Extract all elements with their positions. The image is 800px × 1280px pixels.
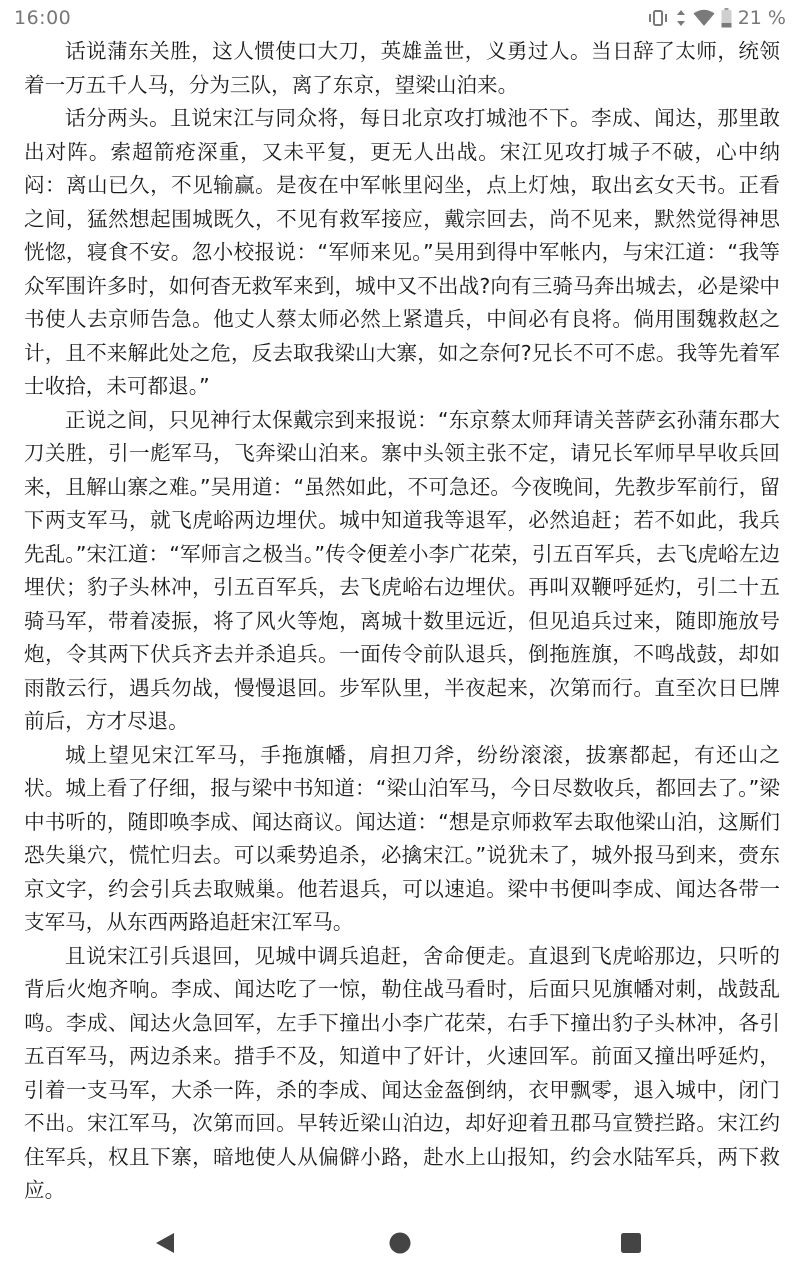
paragraph: 正说之间，只见神行太保戴宗到来报说：“东京蔡太师拜请关菩萨玄孙蒲东郡大刀关胜，引一彪军马，飞奔梁山泊来。寨中头领主张不定，请兄长军师早早收兵回来，且解山寨之难。”吴用道：“虽然如此，不可急还。今夜晚间，先教步军前行，留下两支军马，就飞虎峪两边埋伏。城中知道我等退军，必然追赶；若不如此，我兵先乱。”宋江道：“军师言之极当。”传令便差小李广花荣，引五百军兵，去飞虎峪左边埋伏；豹子头林冲，引五百军兵，去飞虎峪右边埋伏。再叫双鞭呼延灼，引二十五骑马军，带着凌振，将了风火等炮，离城十数里远近，但见追兵过来，随即施放号炮，令其两下伏兵齐去并杀追兵。一面传令前队退兵，倒拖旌旗，不鸣战鼓，却如雨散云行，遇兵勿战，慢慢退回。步军队里，半夜起来，次第而行。直至次日巳牌前后，方才尽退。 (24, 407, 780, 733)
status-time: 16:00 (14, 7, 72, 29)
battery-percent: 21 % (737, 7, 786, 29)
reader-content[interactable] (0, 35, 800, 1205)
wifi-icon (693, 9, 715, 27)
battery-icon (721, 8, 732, 28)
recents-button[interactable] (616, 1230, 646, 1260)
recents-icon (619, 1231, 643, 1259)
status-bar (0, 0, 800, 36)
vibrate-icon (647, 9, 669, 27)
home-button[interactable] (385, 1230, 415, 1260)
status-icons (647, 7, 786, 29)
home-icon (388, 1231, 412, 1259)
data-arrows-icon (675, 9, 687, 27)
navigation-bar (0, 1208, 800, 1280)
paragraph: 且说宋江引兵退回，见城中调兵追赶，舍命便走。直退到飞虎峪那边，只听的背后火炮齐响。李成、闻达吃了一惊，勒住战马看时，后面只见旗幡对刺，战鼓乱鸣。李成、闻达火急回军，左手下撞出小李广花荣，右手下撞出豹子头林冲，各引五百军马，两边杀来。措手不及，知道中了奸计，火速回军。前面又撞出呼延灼，引着一支马军，大杀一阵，杀的李成、闻达金盔倒纳，衣甲飘零，退入城中，闭门不出。宋江军马，次第而回。早转近梁山泊边，却好迎着丑郡马宣赞拦路。宋江约住军兵，权且下寨，暗地使人从偏僻小路，赴水上山报知，约会水陆军兵，两下救应。 (24, 943, 780, 1202)
paragraph: 话说蒲东关胜，这人惯使口大刀，英雄盖世，义勇过人。当日辞了太师，统领着一万五千人马，分为三队，离了东京，望梁山泊来。 (24, 39, 780, 97)
back-icon (152, 1230, 178, 1260)
paragraph: 话分两头。且说宋江与同众将，每日北京攻打城池不下。李成、闻达，那里敢出对阵。索超箭疮深重，又未平复，更无人出战。宋江见攻打城子不破，心中纳闷：离山已久，不见输赢。是夜在中军帐里闷坐，点上灯烛，取出玄女天书。正看之间，猛然想起围城既久，不见有救军接应，戴宗回去，尚不见来，默然觉得神思恍惚，寝食不安。忽小校报说：“军师来见。”吴用到得中军帐内，与宋江道：“我等众军围许多时，如何杳无救军来到，城中又不出战?向有三骑马奔出城去，必是梁中书使人去京师告急。他丈人蔡太师必然上紧遣兵，中间必有良将。倘用围魏救赵之计，且不来解此处之危，反去取我梁山大寨，如之奈何?兄长不可不虑。我等先着军士收拾，未可都退。” (24, 106, 780, 398)
back-button[interactable] (150, 1230, 180, 1260)
paragraph: 城上望见宋江军马，手拖旗幡，肩担刀斧，纷纷滚滚，拔寨都起，有还山之状。城上看了仔细，报与梁中书知道：“梁山泊军马，今日尽数收兵，都回去了。”梁中书听的，随即唤李成、闻达商议。闻达道：“想是京师救军去取他梁山泊，这厮们恐失巢穴，慌忙归去。可以乘势追杀，必擒宋江。”说犹未了，城外报马到来，赍东京文字，约会引兵去取贼巢。他若退兵，可以速追。梁中书便叫李成、闻达各带一支军马，从东西两路追赶宋江军马。 (24, 742, 780, 934)
